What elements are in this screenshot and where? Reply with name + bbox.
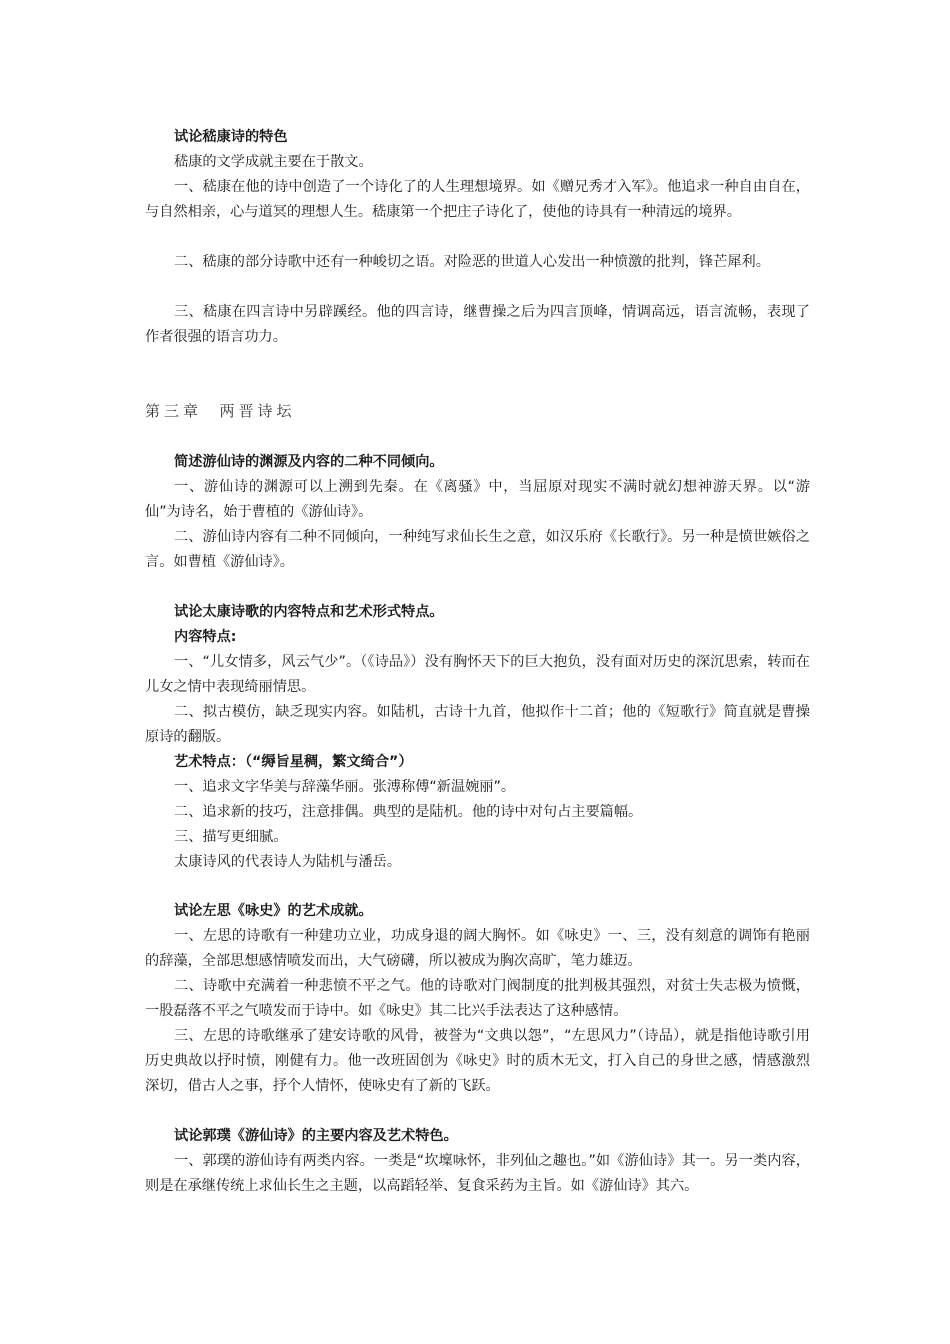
paragraph: 嵇康的文学成就主要在于散文。: [174, 154, 373, 170]
section-heading: 简述游仙诗的渊源及内容的二种不同倾向。: [174, 454, 444, 470]
paragraph: 三、左思的诗歌继承了建安诗歌的风骨，被誉为“文典以怨”，“左思风力”（诗品），就是指他诗歌引用历史典故以抒时愤，刚健有力。他一改班固创为《咏史》时的质木无文，打入自己的身世之感，情感激烈深切，借古人之事，抒个人情怀，使咏史有了新的飞跃。: [145, 1028, 810, 1094]
paragraph: 一、郭璞的游仙诗有两类内容。一类是“坎壈咏怀，非列仙之趣也。”如《游仙诗》其一。另一类内容，则是在承继传统上求仙长生之主题，以高蹈轻举、复食采药为主旨。如《游仙诗》其六。: [145, 1153, 810, 1194]
paragraph: 太康诗风的代表诗人为陆机与潘岳。: [174, 854, 402, 870]
paragraph: 一、游仙诗的渊源可以上溯到先秦。在《离骚》中，当屈原对现实不满时就幻想神游天界。以“游仙”为诗名，始于曹植的《游仙诗》。: [145, 479, 810, 520]
paragraph: 二、追求新的技巧，注意排偶。典型的是陆机。他的诗中对句占主要篇幅。: [174, 804, 643, 820]
paragraph: 三、描写更细腻。: [174, 829, 288, 845]
paragraph: 一、嵇康在他的诗中创造了一个诗化了的人生理想境界。如《赠兄秀才入军》。他追求一种自由自在，与自然相亲，心与道冥的理想人生。嵇康第一个把庄子诗化了，使他的诗具有一种清远的境界。: [145, 179, 810, 220]
paragraph: 二、嵇康的部分诗歌中还有一种峻切之语。对险恶的世道人心发出一种愤激的批判，锋芒犀利。: [174, 254, 770, 270]
subheading-art: 艺术特点：（“缛旨星稠，繁文绮合”）: [174, 754, 413, 770]
chapter-title: 第三章 两晋诗坛: [145, 402, 296, 420]
paragraph: 一、“儿女情多，风云气少”。（《诗品》）没有胸怀天下的巨大抱负，没有面对历史的深沉思索，转而在儿女之情中表现绮丽情思。: [145, 654, 810, 695]
paragraph: 一、追求文字华美与辞藻华丽。张溥称傅“新温婉丽”。: [174, 779, 516, 795]
section-heading: 试论郭璞《游仙诗》的主要内容及艺术特色。: [174, 1128, 458, 1144]
subheading-content: 内容特点:: [174, 629, 237, 645]
paragraph: 二、游仙诗内容有二种不同倾向，一种纯写求仙长生之意，如汉乐府《长歌行》。另一种是愤世嫉俗之言。如曹植《游仙诗》。: [145, 529, 810, 570]
section-heading: 试论太康诗歌的内容特点和艺术形式特点。: [174, 604, 444, 620]
paragraph: 二、拟古模仿，缺乏现实内容。如陆机，古诗十九首，他拟作十二首；他的《短歌行》简直就是曹操原诗的翻版。: [145, 704, 810, 745]
paragraph: 三、嵇康在四言诗中另辟蹊经。他的四言诗，继曹操之后为四言顶峰，情调高远，语言流畅，表现了作者很强的语言功力。: [145, 304, 810, 345]
paragraph: 一、左思的诗歌有一种建功立业，功成身退的阔大胸怀。如《咏史》一、三，没有刻意的调饰有艳丽的辞藻，全部思想感情喷发而出，大气磅礴，所以被成为胸次高旷，笔力雄迈。: [145, 928, 810, 969]
paragraph: 二、诗歌中充满着一种悲愤不平之气。他的诗歌对门阀制度的批判极其强烈，对贫士失志极为愤慨，一股磊落不平之气喷发而于诗中。如《咏史》其二比兴手法表达了这种感情。: [145, 978, 810, 1019]
section-heading: 试论左思《咏史》的艺术成就。: [174, 903, 373, 919]
section-heading: 试论嵇康诗的特色: [174, 129, 288, 145]
